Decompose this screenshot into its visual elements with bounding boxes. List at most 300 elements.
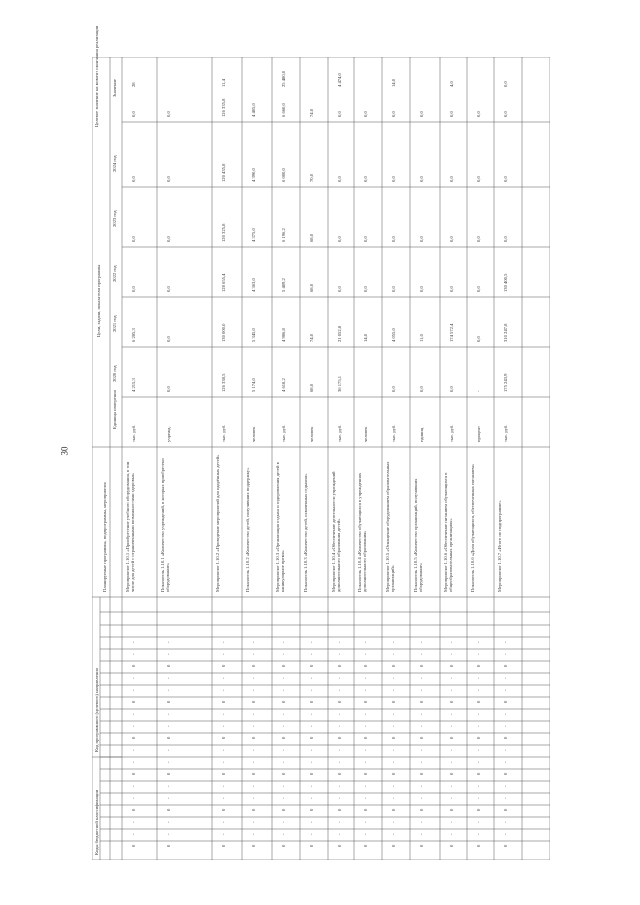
row-value: 0,0 <box>503 111 508 117</box>
row-code-cell: - <box>337 749 342 751</box>
row-code-cell: 0 <box>363 700 368 703</box>
row-code-cell: - <box>363 653 368 655</box>
header-2021: 2021 год <box>112 315 117 332</box>
header-final-value: Целевое значение на момент окончания реализации <box>94 25 99 127</box>
row-code-cell: - <box>309 821 314 823</box>
row-code-cell: - <box>391 713 396 715</box>
row-code-cell: - <box>281 821 286 823</box>
row-code-cell: - <box>419 677 424 679</box>
row-code-cell: - <box>131 713 136 715</box>
row-value: 36 175,1 <box>337 375 342 392</box>
row-code-cell: 0 <box>476 736 481 739</box>
row-code-cell: 0 <box>419 700 424 703</box>
row-value: 0,0 <box>419 176 424 182</box>
row-code-cell: - <box>391 653 396 655</box>
row-code-cell: - <box>476 749 481 751</box>
row-code-cell: - <box>337 641 342 643</box>
row-code-cell: 0 <box>251 664 256 667</box>
row-value: 310 247,8 <box>503 323 508 342</box>
row-code-cell: - <box>221 785 226 787</box>
row-code-cell: 0 <box>391 700 396 703</box>
row-code-cell: - <box>309 797 314 799</box>
row-code-cell: - <box>476 641 481 643</box>
row-code-cell: - <box>281 725 286 727</box>
row-code-cell: - <box>309 641 314 643</box>
row-code-cell: - <box>449 833 454 835</box>
row-code-cell: 0 <box>476 700 481 703</box>
row-value: 74,0 <box>309 333 314 342</box>
row-code-cell: 0 <box>476 664 481 667</box>
row-label: Мероприятие 1.10.6 «Обеспечение питанием обучающихся в общеобразовательных организациях» <box>443 472 453 592</box>
row-code-cell: - <box>391 677 396 679</box>
row-code-cell: 0 <box>221 700 226 703</box>
row-value: 0,0 <box>449 176 454 182</box>
row-value: 0,0 <box>337 286 342 292</box>
header-value: Значение <box>112 79 117 97</box>
row-code-cell: - <box>391 761 396 763</box>
row-code-cell: - <box>251 749 256 751</box>
row-code-cell: 0 <box>251 700 256 703</box>
row-code-cell: 0 <box>309 736 314 739</box>
row-code-cell: 0 <box>449 736 454 739</box>
row-code-cell: - <box>166 653 171 655</box>
row-code-cell: - <box>309 713 314 715</box>
row-code-cell: - <box>281 653 286 655</box>
row-code-cell: - <box>449 713 454 715</box>
row-code-cell: - <box>363 713 368 715</box>
row-code-cell: - <box>476 761 481 763</box>
row-code-cell: - <box>503 713 508 715</box>
row-value: 4 390,0 <box>251 168 256 182</box>
row-value: 0,0 <box>337 111 342 117</box>
row-code-cell: - <box>166 677 171 679</box>
row-unit: тыс. руб. <box>503 424 508 442</box>
row-code-cell: 0 <box>337 700 342 703</box>
row-final-value: 4 474,0 <box>337 73 342 87</box>
row-unit: человек <box>251 426 256 442</box>
row-code-cell: - <box>281 641 286 643</box>
row-value: 68,0 <box>309 233 314 242</box>
row-code-cell: 0 <box>337 736 342 739</box>
header-left-group: Коды бюджетной классификации <box>94 789 99 855</box>
row-code-cell: - <box>131 761 136 763</box>
row-code-cell: - <box>131 833 136 835</box>
row-value: 5 174,0 <box>251 378 256 392</box>
row-value: 126 338,5 <box>221 373 226 392</box>
row-code-cell: 0 <box>166 808 171 811</box>
row-code-cell: - <box>309 689 314 691</box>
row-code-cell: - <box>363 833 368 835</box>
row-code-cell: 0 <box>251 844 256 847</box>
row-unit: процент <box>476 425 481 442</box>
row-code-cell: - <box>337 677 342 679</box>
row-value: 4 055,0 <box>391 328 396 342</box>
row-unit: человек <box>363 426 368 442</box>
header-unit: Единица измерения <box>112 390 117 429</box>
row-code-cell: 0 <box>476 772 481 775</box>
row-code-cell: - <box>131 797 136 799</box>
header-2020: 2020 год <box>112 365 117 382</box>
row-code-cell: - <box>449 821 454 823</box>
row-unit: тыс. руб. <box>281 424 286 442</box>
row-label: Мероприятие 1.10.7 «Итого по подпрограмме» <box>497 500 502 592</box>
row-label: Показатель 1.10.2 «Количество детей, получивших поддержку» <box>245 467 250 592</box>
row-value: 0,0 <box>419 236 424 242</box>
row-code-cell: - <box>391 749 396 751</box>
row-code-cell: 0 <box>131 844 136 847</box>
row-code-cell: - <box>419 713 424 715</box>
row-value: 4 618,2 <box>281 378 286 392</box>
row-code-cell: 0 <box>281 808 286 811</box>
row-code-cell: 0 <box>281 736 286 739</box>
row-code-cell: - <box>221 725 226 727</box>
row-code-cell: 0 <box>419 736 424 739</box>
row-value: 0,0 <box>449 286 454 292</box>
row-label: Мероприятие 1.10.3 «Организация отдыха и оздоровления детей в каникулярное время» <box>275 462 285 592</box>
row-code-cell: - <box>476 689 481 691</box>
row-code-cell: - <box>251 833 256 835</box>
row-value: 0,0 <box>166 111 171 117</box>
row-code-cell: - <box>363 761 368 763</box>
row-value: 0,0 <box>131 176 136 182</box>
row-code-cell: - <box>251 653 256 655</box>
row-code-cell: - <box>363 725 368 727</box>
row-value: 0,0 <box>476 336 481 342</box>
row-code-cell: 0 <box>166 700 171 703</box>
row-code-cell: 0 <box>281 700 286 703</box>
row-code-cell: 0 <box>363 808 368 811</box>
row-code-cell: - <box>281 749 286 751</box>
row-unit: единиц <box>419 427 424 442</box>
row-code-cell: 0 <box>131 700 136 703</box>
row-code-cell: - <box>131 641 136 643</box>
row-final-value: 25 480,0 <box>281 70 286 87</box>
row-code-cell: - <box>419 641 424 643</box>
row-code-cell: - <box>503 689 508 691</box>
row-final-value: 4,0 <box>449 81 454 87</box>
row-code-cell: - <box>281 677 286 679</box>
row-code-cell: 0 <box>503 736 508 739</box>
row-code-cell: 0 <box>391 808 396 811</box>
row-code-cell: - <box>221 641 226 643</box>
row-code-cell: 0 <box>251 736 256 739</box>
row-code-cell: 0 <box>251 808 256 811</box>
row-value: 0,0 <box>166 386 171 392</box>
row-code-cell: - <box>363 641 368 643</box>
row-code-cell: - <box>419 725 424 727</box>
row-value: 0,0 <box>449 236 454 242</box>
row-code-cell: - <box>166 641 171 643</box>
row-code-cell: - <box>363 797 368 799</box>
row-value: 120 435,8 <box>221 163 226 182</box>
row-value: 70,0 <box>309 173 314 182</box>
row-code-cell: - <box>503 797 508 799</box>
row-code-cell: 0 <box>449 772 454 775</box>
row-label: Показатель 1.10.4 «Количество обучающихся в учреждениях дополнительного образования» <box>357 472 367 592</box>
row-value: 0,0 <box>419 111 424 117</box>
row-value: 14,0 <box>363 333 368 342</box>
row-code-cell: - <box>476 833 481 835</box>
header-targets: Цели, задачи, показатели программы <box>96 264 101 337</box>
row-code-cell: - <box>419 821 424 823</box>
row-value: 130 400,5 <box>503 273 508 292</box>
row-code-cell: 0 <box>166 772 171 775</box>
row-value: 0,0 <box>337 236 342 242</box>
row-code-cell: - <box>419 749 424 751</box>
row-code-cell: - <box>166 833 171 835</box>
row-code-cell: - <box>449 725 454 727</box>
row-value: 6 660,0 <box>281 103 286 117</box>
page-number: 30 <box>59 446 70 456</box>
row-code-cell: 0 <box>166 664 171 667</box>
row-code-cell: 0 <box>419 808 424 811</box>
row-code-cell: - <box>131 725 136 727</box>
row-code-cell: 0 <box>166 736 171 739</box>
row-code-cell: - <box>391 833 396 835</box>
row-code-cell: - <box>309 677 314 679</box>
row-value: 175 243,9 <box>503 373 508 392</box>
row-code-cell: 0 <box>221 808 226 811</box>
row-value: 6 000,0 <box>281 168 286 182</box>
row-code-cell: 0 <box>131 772 136 775</box>
row-code-cell: 0 <box>363 736 368 739</box>
row-code-cell: - <box>391 725 396 727</box>
row-value: 6 196,2 <box>281 228 286 242</box>
row-value: 68,0 <box>309 283 314 292</box>
row-value: 0,0 <box>391 236 396 242</box>
row-code-cell: 0 <box>131 808 136 811</box>
row-code-cell: - <box>503 821 508 823</box>
row-value: - <box>476 390 481 392</box>
row-code-cell: 0 <box>251 772 256 775</box>
row-code-cell: - <box>166 761 171 763</box>
row-value: 74,0 <box>309 108 314 117</box>
row-code-cell: - <box>281 761 286 763</box>
row-label: Показатель 1.10.5 «Количество организаций, получивших оборудование» <box>413 478 423 592</box>
row-code-cell: 0 <box>221 772 226 775</box>
row-code-cell: - <box>337 785 342 787</box>
row-code-cell: - <box>391 821 396 823</box>
row-code-cell: - <box>476 785 481 787</box>
row-value: 0,0 <box>503 176 508 182</box>
row-code-cell: - <box>337 689 342 691</box>
row-code-cell: - <box>221 761 226 763</box>
row-code-cell: 0 <box>337 844 342 847</box>
row-final-value: 14,0 <box>391 78 396 87</box>
row-unit: тыс. руб. <box>449 424 454 442</box>
row-code-cell: - <box>337 761 342 763</box>
row-value: 0,0 <box>419 286 424 292</box>
row-code-cell: - <box>251 821 256 823</box>
row-code-cell: - <box>166 713 171 715</box>
row-code-cell: - <box>476 725 481 727</box>
row-code-cell: - <box>337 653 342 655</box>
row-code-cell: - <box>309 761 314 763</box>
row-code-cell: 0 <box>281 844 286 847</box>
row-value: 0,0 <box>166 336 171 342</box>
header-mid-group: Код программного (целевого) направления <box>94 668 99 752</box>
row-code-cell: - <box>337 713 342 715</box>
row-code-cell: - <box>281 785 286 787</box>
row-code-cell: 0 <box>166 844 171 847</box>
row-value: 0,0 <box>449 386 454 392</box>
row-code-cell: 0 <box>503 700 508 703</box>
row-code-cell: - <box>391 689 396 691</box>
header-planned: Планируемые программы, подпрограммы, мероприятия <box>102 482 107 592</box>
row-value: 6 285,3 <box>131 328 136 342</box>
row-unit: тыс. руб. <box>391 424 396 442</box>
row-code-cell: - <box>251 641 256 643</box>
row-unit: учрежд. <box>166 426 171 442</box>
row-unit: тыс. руб. <box>221 424 226 442</box>
rotated-table <box>92 25 550 860</box>
row-code-cell: - <box>476 653 481 655</box>
row-label: Мероприятие 1.10.4 «Обеспечение деятельности учреждений дополнительного образования детей» <box>331 471 341 592</box>
row-code-cell: - <box>503 677 508 679</box>
row-value: 21 052,8 <box>337 325 342 342</box>
row-value: 4 986,8 <box>281 328 286 342</box>
row-value: 5 409,2 <box>281 278 286 292</box>
row-label: Показатель 1.10.6 «Доля обучающихся, обеспеченных питанием» <box>470 463 475 592</box>
row-code-cell: - <box>449 797 454 799</box>
row-code-cell: 0 <box>391 664 396 667</box>
row-code-cell: 0 <box>476 844 481 847</box>
row-code-cell: - <box>503 641 508 643</box>
row-code-cell: - <box>391 641 396 643</box>
row-code-cell: 0 <box>337 772 342 775</box>
row-value: 4 215,3 <box>131 378 136 392</box>
row-code-cell: 0 <box>449 700 454 703</box>
row-value: 0,0 <box>476 286 481 292</box>
row-code-cell: - <box>503 653 508 655</box>
row-unit: тыс. руб. <box>337 424 342 442</box>
row-code-cell: - <box>419 833 424 835</box>
row-code-cell: - <box>221 677 226 679</box>
row-code-cell: - <box>281 833 286 835</box>
row-value: 0,0 <box>363 236 368 242</box>
row-value: 174 572,4 <box>449 323 454 342</box>
row-code-cell: - <box>166 797 171 799</box>
row-code-cell: - <box>281 689 286 691</box>
row-code-cell: - <box>503 749 508 751</box>
row-code-cell: 0 <box>503 844 508 847</box>
row-code-cell: 0 <box>309 808 314 811</box>
row-value: 0,0 <box>363 111 368 117</box>
row-code-cell: - <box>449 749 454 751</box>
row-code-cell: - <box>166 725 171 727</box>
row-code-cell: - <box>419 653 424 655</box>
row-value: 0,0 <box>476 176 481 182</box>
row-code-cell: 0 <box>281 664 286 667</box>
row-final-value: 28 <box>131 82 136 87</box>
row-code-cell: - <box>166 689 171 691</box>
row-value: 130 000,0 <box>221 323 226 342</box>
row-code-cell: - <box>449 641 454 643</box>
row-code-cell: 0 <box>391 844 396 847</box>
row-code-cell: - <box>251 761 256 763</box>
row-code-cell: - <box>251 713 256 715</box>
row-code-cell: - <box>221 821 226 823</box>
row-code-cell: - <box>166 821 171 823</box>
row-unit: тыс. руб. <box>131 424 136 442</box>
row-value: 4 363,0 <box>251 278 256 292</box>
row-code-cell: - <box>131 749 136 751</box>
row-value: 0,0 <box>363 176 368 182</box>
row-value: 0,0 <box>131 111 136 117</box>
row-code-cell: - <box>337 833 342 835</box>
row-code-cell: - <box>476 677 481 679</box>
row-code-cell: - <box>476 821 481 823</box>
row-code-cell: - <box>309 833 314 835</box>
row-code-cell: - <box>476 797 481 799</box>
row-code-cell: - <box>449 677 454 679</box>
row-unit: человек <box>309 426 314 442</box>
row-code-cell: 0 <box>131 664 136 667</box>
row-code-cell: - <box>419 785 424 787</box>
row-code-cell: 0 <box>363 844 368 847</box>
row-code-cell: - <box>363 821 368 823</box>
row-code-cell: 0 <box>503 664 508 667</box>
row-code-cell: - <box>309 749 314 751</box>
row-code-cell: - <box>131 677 136 679</box>
row-value: 0,0 <box>337 176 342 182</box>
row-value: 0,0 <box>166 176 171 182</box>
row-code-cell: - <box>221 833 226 835</box>
row-code-cell: 0 <box>476 808 481 811</box>
row-code-cell: - <box>309 785 314 787</box>
row-code-cell: 0 <box>503 808 508 811</box>
row-code-cell: - <box>503 761 508 763</box>
row-label: Показатель 1.10.1 «Количество учреждений, в которых приобретено оборудование» <box>160 458 170 592</box>
row-code-cell: - <box>391 797 396 799</box>
row-label: Мероприятие 1.10.5 «Оснащение оборудованием образовательных организаций» <box>385 461 395 592</box>
row-code-cell: - <box>449 653 454 655</box>
row-code-cell: - <box>391 785 396 787</box>
row-label: Показатель 1.10.3 «Количество детей, охваченных отдыхом» <box>303 473 308 592</box>
row-code-cell: - <box>281 797 286 799</box>
row-value: 0,0 <box>166 236 171 242</box>
row-code-cell: 0 <box>309 844 314 847</box>
row-code-cell: 0 <box>309 772 314 775</box>
row-code-cell: - <box>221 713 226 715</box>
row-code-cell: - <box>251 725 256 727</box>
row-code-cell: 0 <box>221 664 226 667</box>
row-code-cell: 0 <box>449 808 454 811</box>
row-value: 0,0 <box>391 286 396 292</box>
row-code-cell: - <box>449 761 454 763</box>
row-value: 4 405,0 <box>251 103 256 117</box>
row-code-cell: - <box>363 677 368 679</box>
row-code-cell: - <box>221 749 226 751</box>
header-2023: 2023 год <box>112 210 117 227</box>
row-code-cell: - <box>131 689 136 691</box>
row-code-cell: 0 <box>391 736 396 739</box>
row-value: 120 325,8 <box>221 223 226 242</box>
row-value: 0,0 <box>419 386 424 392</box>
row-final-value: 0,0 <box>503 81 508 87</box>
row-value: 128 655,4 <box>221 273 226 292</box>
row-code-cell: 0 <box>419 772 424 775</box>
row-value: 0,0 <box>363 286 368 292</box>
header-2022: 2022 год <box>112 265 117 282</box>
row-code-cell: 0 <box>337 808 342 811</box>
row-code-cell: 0 <box>449 844 454 847</box>
row-value: 0,0 <box>391 386 396 392</box>
row-code-cell: 0 <box>131 736 136 739</box>
row-value: 4 375,0 <box>251 228 256 242</box>
header-2024: 2024 год <box>112 155 117 172</box>
row-code-cell: - <box>503 725 508 727</box>
